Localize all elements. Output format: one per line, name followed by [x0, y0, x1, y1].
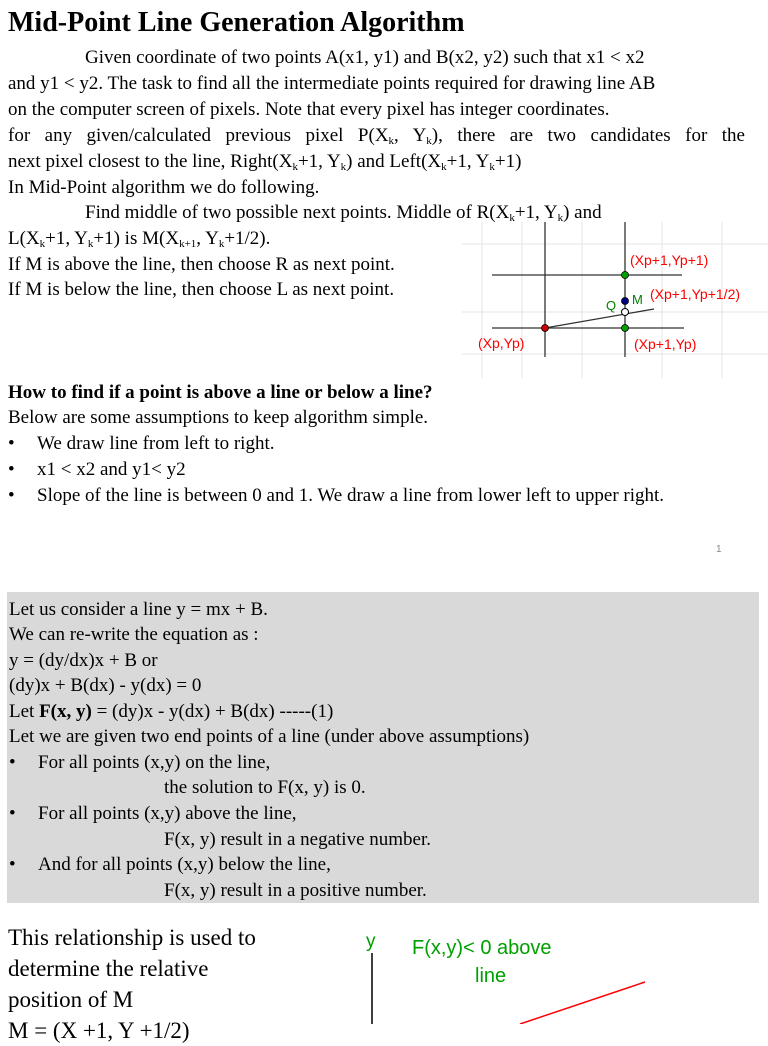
- rule-below: If M is below the line, then choose L as next point.: [8, 279, 395, 300]
- relationship-line-2: determine the relative: [8, 956, 209, 981]
- list-item-detail: F(x, y) result in a positive number.: [164, 880, 427, 901]
- list-item: • We draw line from left to right.: [8, 433, 275, 454]
- list-item: • For all points (x,y) above the line,: [9, 803, 297, 824]
- midpoint-diagram: [462, 222, 768, 378]
- label-q: Q: [606, 298, 617, 313]
- point-xp-yp: [542, 325, 549, 332]
- list-item-detail: the solution to F(x, y) is 0.: [164, 777, 366, 798]
- list-item: • x1 < x2 and y1< y2: [8, 459, 186, 480]
- above-line-label-2: line: [475, 965, 507, 987]
- page-number: 1: [716, 544, 722, 555]
- relationship-line-1: This relationship is used to: [8, 925, 256, 950]
- intro-line-2: and y1 < y2. The task to find all the intermediate points required for drawing line AB: [8, 73, 656, 94]
- list-item-detail: F(x, y) result in a negative number.: [164, 829, 431, 850]
- red-line: [520, 982, 645, 1024]
- midpoint-intro: In Mid-Point algorithm we do following.: [8, 177, 320, 198]
- point-top-right: [622, 272, 629, 279]
- question-heading: How to find if a point is above a line or below a line?: [8, 382, 433, 403]
- y-axis-label: y: [366, 931, 376, 952]
- eq-line-f-def: Let F(x, y) = (dy)x - y(dx) + B(dx) -----(1): [9, 701, 334, 722]
- label-xp1-yphalf: (Xp+1,Yp+1/2): [650, 286, 741, 302]
- label-xp1-yp: (Xp+1,Yp): [634, 336, 697, 352]
- eq-given-line: Let we are given two end points of a line (under above assumptions): [9, 726, 530, 747]
- relationship-line-4: M = (X +1, Y +1/2): [8, 1018, 190, 1043]
- find-middle-line: Find middle of two possible next points. Middle of $R(X_k+1$, $Y_k$) and: [85, 202, 602, 224]
- list-item: • And for all points (x,y) below the line,: [9, 854, 331, 875]
- midpoint-definition: $L(X_k+1$, $Y_k+1$) is $M(X_{k+1}$, $Y_k+1/2$).: [8, 228, 271, 250]
- rule-above: If M is above the line, then choose R as next point.: [8, 254, 395, 275]
- list-item: • For all points (x,y) on the line,: [9, 752, 271, 773]
- list-item: • Slope of the line is between 0 and 1. We draw a line from lower left to upper right.: [8, 485, 665, 506]
- page-title: Mid-Point Line Generation Algorithm: [8, 7, 465, 38]
- point-m: [622, 298, 629, 305]
- relationship-line-3: position of M: [8, 987, 134, 1012]
- intro-line-3: on the computer screen of pixels. Note that every pixel has integer coordinates.: [8, 99, 610, 120]
- eq-line-4: (dy)x + B(dx) - y(dx) = 0: [9, 675, 202, 696]
- assumptions-intro: Below are some assumptions to keep algorithm simple.: [8, 407, 429, 428]
- above-line-label: F(x,y)< 0 above: [412, 937, 552, 959]
- above-below-graph: [350, 925, 768, 1024]
- label-m: M: [632, 292, 643, 307]
- eq-line-3: y = (dy/dx)x + B or: [9, 650, 158, 671]
- point-q: [622, 309, 629, 316]
- label-xp-yp: (Xp,Yp): [478, 335, 525, 351]
- candidates-line-2: next pixel closest to the line, $Right(X_k+1$, $Y_k$) and $Left(X_k+1$, $Y_k+1$): [8, 151, 522, 173]
- label-xp1-yp1: (Xp+1,Yp+1): [630, 252, 709, 268]
- eq-line-2: We can re-write the equation as :: [9, 624, 259, 645]
- intro-line-1: Given coordinate of two points A(x1, y1) and B(x2, y2) such that x1 < x2: [85, 47, 645, 68]
- point-bottom-right: [622, 325, 629, 332]
- eq-line-1: Let us consider a line y = mx + B.: [9, 599, 268, 620]
- candidates-line-1: for any given/calculated previous pixel $P(X_k$, $Y_k$), there are two candidates for the: [8, 125, 745, 147]
